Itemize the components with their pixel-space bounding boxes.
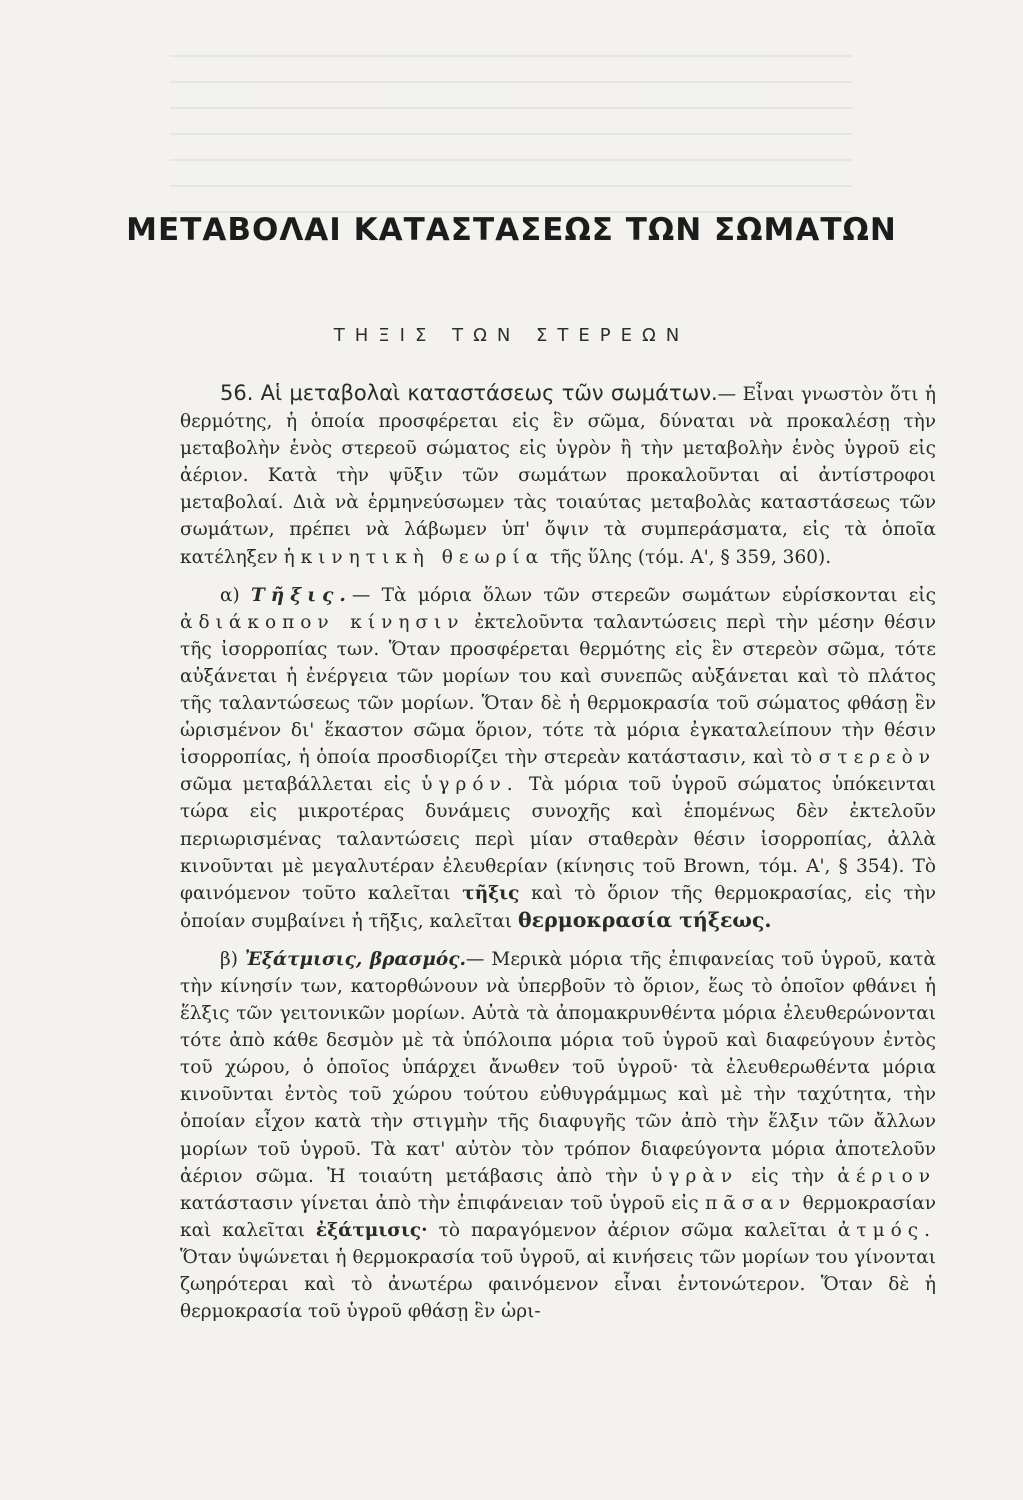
p56-emphasis: κινητικὴ θεωρία — [300, 546, 545, 568]
p56-text-2: τῆς ὕλης (τόμ. Α', § 359, 360). — [544, 546, 832, 568]
pb-emphasis-1: ὑγρὰν — [651, 1165, 739, 1187]
pa-bold-1: τῆξις — [462, 882, 520, 904]
pb-text-2: εἰς τὴν — [738, 1165, 838, 1187]
pb-text-4: θερμοκρασίαν καὶ καλεῖται — [180, 1192, 936, 1241]
pb-emphasis-2: ἀέριον — [837, 1165, 937, 1187]
pa-label: α) — [220, 584, 252, 606]
paragraph-a — [180, 582, 936, 935]
pb-bold-1: ἐξάτμισις· — [315, 1219, 428, 1241]
pb-emphasis-3: πᾶσαν — [705, 1192, 797, 1214]
pb-text-1: — Μερικὰ μόρια τῆς ἐπιφανείας τοῦ ὑγροῦ, κατὰ τὴν κίνησίν των, κατορθώνουν νὰ ὑπερβοῦν τὸ ὅριον, ἕως τὸ ὁποῖον φθάνει ἡ ἕλξις τῶν γειτονικῶν μορίων. Αὐτὰ τὰ ἀπομακρυνθέντα μόρια ἐλευθερώνονται τότε ἀπὸ κάθε δεσμὸν μὲ τὰ ὑπόλοιπα μόρια τοῦ ὑγροῦ καὶ διαφεύγουν ἐντὸς τοῦ χώρου, ὁ ὁποῖος ὑπάρχει ἄνωθεν τοῦ ὑγροῦ· τὰ ἐλευθερωθέντα μόρια κινοῦνται ἐντὸς τοῦ χώρου τούτου εὐθυγράμμως καὶ μὲ τὴν ταχύτητα, τὴν ὁποίαν εἶχον κατὰ τὴν στιγμὴν τῆς διαφυγῆς τῶν ἀπὸ τὴν ἕλξιν τῶν ἄλλων μορίων τοῦ ὑγροῦ. Τὰ κατ' αὐτὸν τὸν τρόπον διαφεύγοντα μόρια ἀποτελοῦν ἀέριον σῶμα. Ἡ τοιαύτη μετάβασις ἀπὸ τὴν — [180, 948, 936, 1187]
pb-text-3: κατάστασιν γίνεται ἀπὸ τὴν ἐπιφάνειαν τοῦ ὑγροῦ εἰς — [180, 1192, 706, 1214]
pa-bold-2: θερμοκρασία τήξεως. — [517, 907, 772, 932]
show-through-text — [170, 55, 853, 225]
pa-emphasis-3: ὑγρόν. — [421, 774, 519, 796]
pa-emphasis-1: ἀδιάκοπον κίνησιν — [180, 611, 465, 633]
pa-text-3: σῶμα μεταβάλλεται εἰς — [180, 774, 422, 796]
pb-text-5: τὸ παραγόμενον ἀέριον σῶμα καλεῖται — [427, 1219, 838, 1241]
pa-emphasis-2: στερεὸν — [818, 747, 936, 769]
section-subtitle: ΤΗΞΙΣ ΤΩΝ ΣΤΕΡΕΩΝ — [333, 325, 690, 346]
pb-text-6: Ὅταν ὑψώνεται ἡ θερμοκρασία τοῦ ὑγροῦ, αἱ κινήσεις τῶν μορίων του γίνονται ζωηρότεραι καὶ τὸ ἀνωτέρω φαινόμενον εἶναι ἐντονώτερον. Ὅταν δὲ ἡ θερμοκρασία τοῦ ὑγροῦ φθάσῃ ἓν ὡρι- — [180, 1246, 936, 1323]
body-text — [180, 380, 936, 1325]
pb-label: β) — [220, 948, 245, 970]
pa-text-5: καὶ τὸ ὅριον τῆς θερμοκρασίας, εἰς τὴν ὁποίαν συμβαίνει ἡ τῆξις, καλεῖται — [180, 882, 936, 932]
paragraph-b — [180, 946, 936, 1325]
paragraph-56 — [180, 380, 936, 571]
chapter-title: ΜΕΤΑΒΟΛΑΙ ΚΑΤΑΣΤΑΣΕΩΣ ΤΩΝ ΣΩΜΑΤΩΝ — [126, 212, 897, 248]
pa-text-4: Τὰ μόρια τοῦ ὑγροῦ σώματος ὑπόκεινται τώρα εἰς μικροτέρας δυνάμεις συνοχῆς καὶ ἑπομένως δὲν ἐκτελοῦν περιωρισμένας ταλαντώσεις περὶ μίαν σταθερὰν θέσιν ἰσορροπίας, ἀλλὰ κινοῦνται μὲ μεγαλυτέραν ἐλευθερίαν (κίνησις τοῦ Brown, τόμ. Α', § 354). Τὸ φαινόμενον τοῦτο καλεῖται — [180, 774, 936, 904]
pa-text-1: — Τὰ μόρια ὅλων τῶν στερεῶν σωμάτων εὑρίσκονται εἰς — [351, 584, 936, 606]
section-56-heading: 56. Αἱ μεταβολαὶ καταστάσεως τῶν σωμάτων. — [220, 381, 718, 405]
pa-term: Τῆξις. — [251, 584, 352, 606]
pb-term: Ἐξάτμισις, βρασμός. — [244, 948, 466, 970]
pa-text-2: ἐκτελοῦντα ταλαντώσεις περὶ τὴν μέσην θέσιν τῆς ἰσορροπίας των. Ὅταν προσφέρεται θερμότης εἰς ἓν στερεὸν σῶμα, τότε αὐξάνεται ἡ ἐνέργεια τῶν μορίων του καὶ συνεπῶς αὐξάνεται καὶ τὸ πλάτος τῆς ταλαντώσεως τῶν μορίων. Ὅταν δὲ ἡ θερμοκρασία τοῦ σώματος φθάσῃ ἓν ὡρισμένον δι' ἕκαστον σῶμα ὅριον, τότε τὰ μόρια ἐγκαταλείπουν τὴν θέσιν ἰσορροπίας, ἡ ὁποία προσδιορίζει τὴν στερεὰν κατάστασιν, καὶ τὸ — [180, 611, 936, 769]
p56-text-1: — Εἶναι γνωστὸν ὅτι ἡ θερμότης, ἡ ὁποία προσφέρεται εἰς ἓν σῶμα, δύναται νὰ προκαλέσῃ τὴν μεταβολὴν ἑνὸς στερεοῦ σώματος εἰς ὑγρὸν ἢ τὴν μεταβολὴν ἑνὸς ὑγροῦ εἰς ἀέριον. Κατὰ τὴν ψῦξιν τῶν σωμάτων προκαλοῦνται αἱ ἀντίστροφοι μεταβολαί. Διὰ νὰ ἑρμηνεύσωμεν τὰς τοιαύτας μεταβολὰς καταστάσεως τῶν σωμάτων, πρέπει νὰ λάβωμεν ὑπ' ὄψιν τὰ συμπεράσματα, εἰς τὰ ὁποῖα κατέληξεν ἡ — [180, 384, 936, 568]
pb-emphasis-4: ἀτμός. — [837, 1219, 937, 1241]
